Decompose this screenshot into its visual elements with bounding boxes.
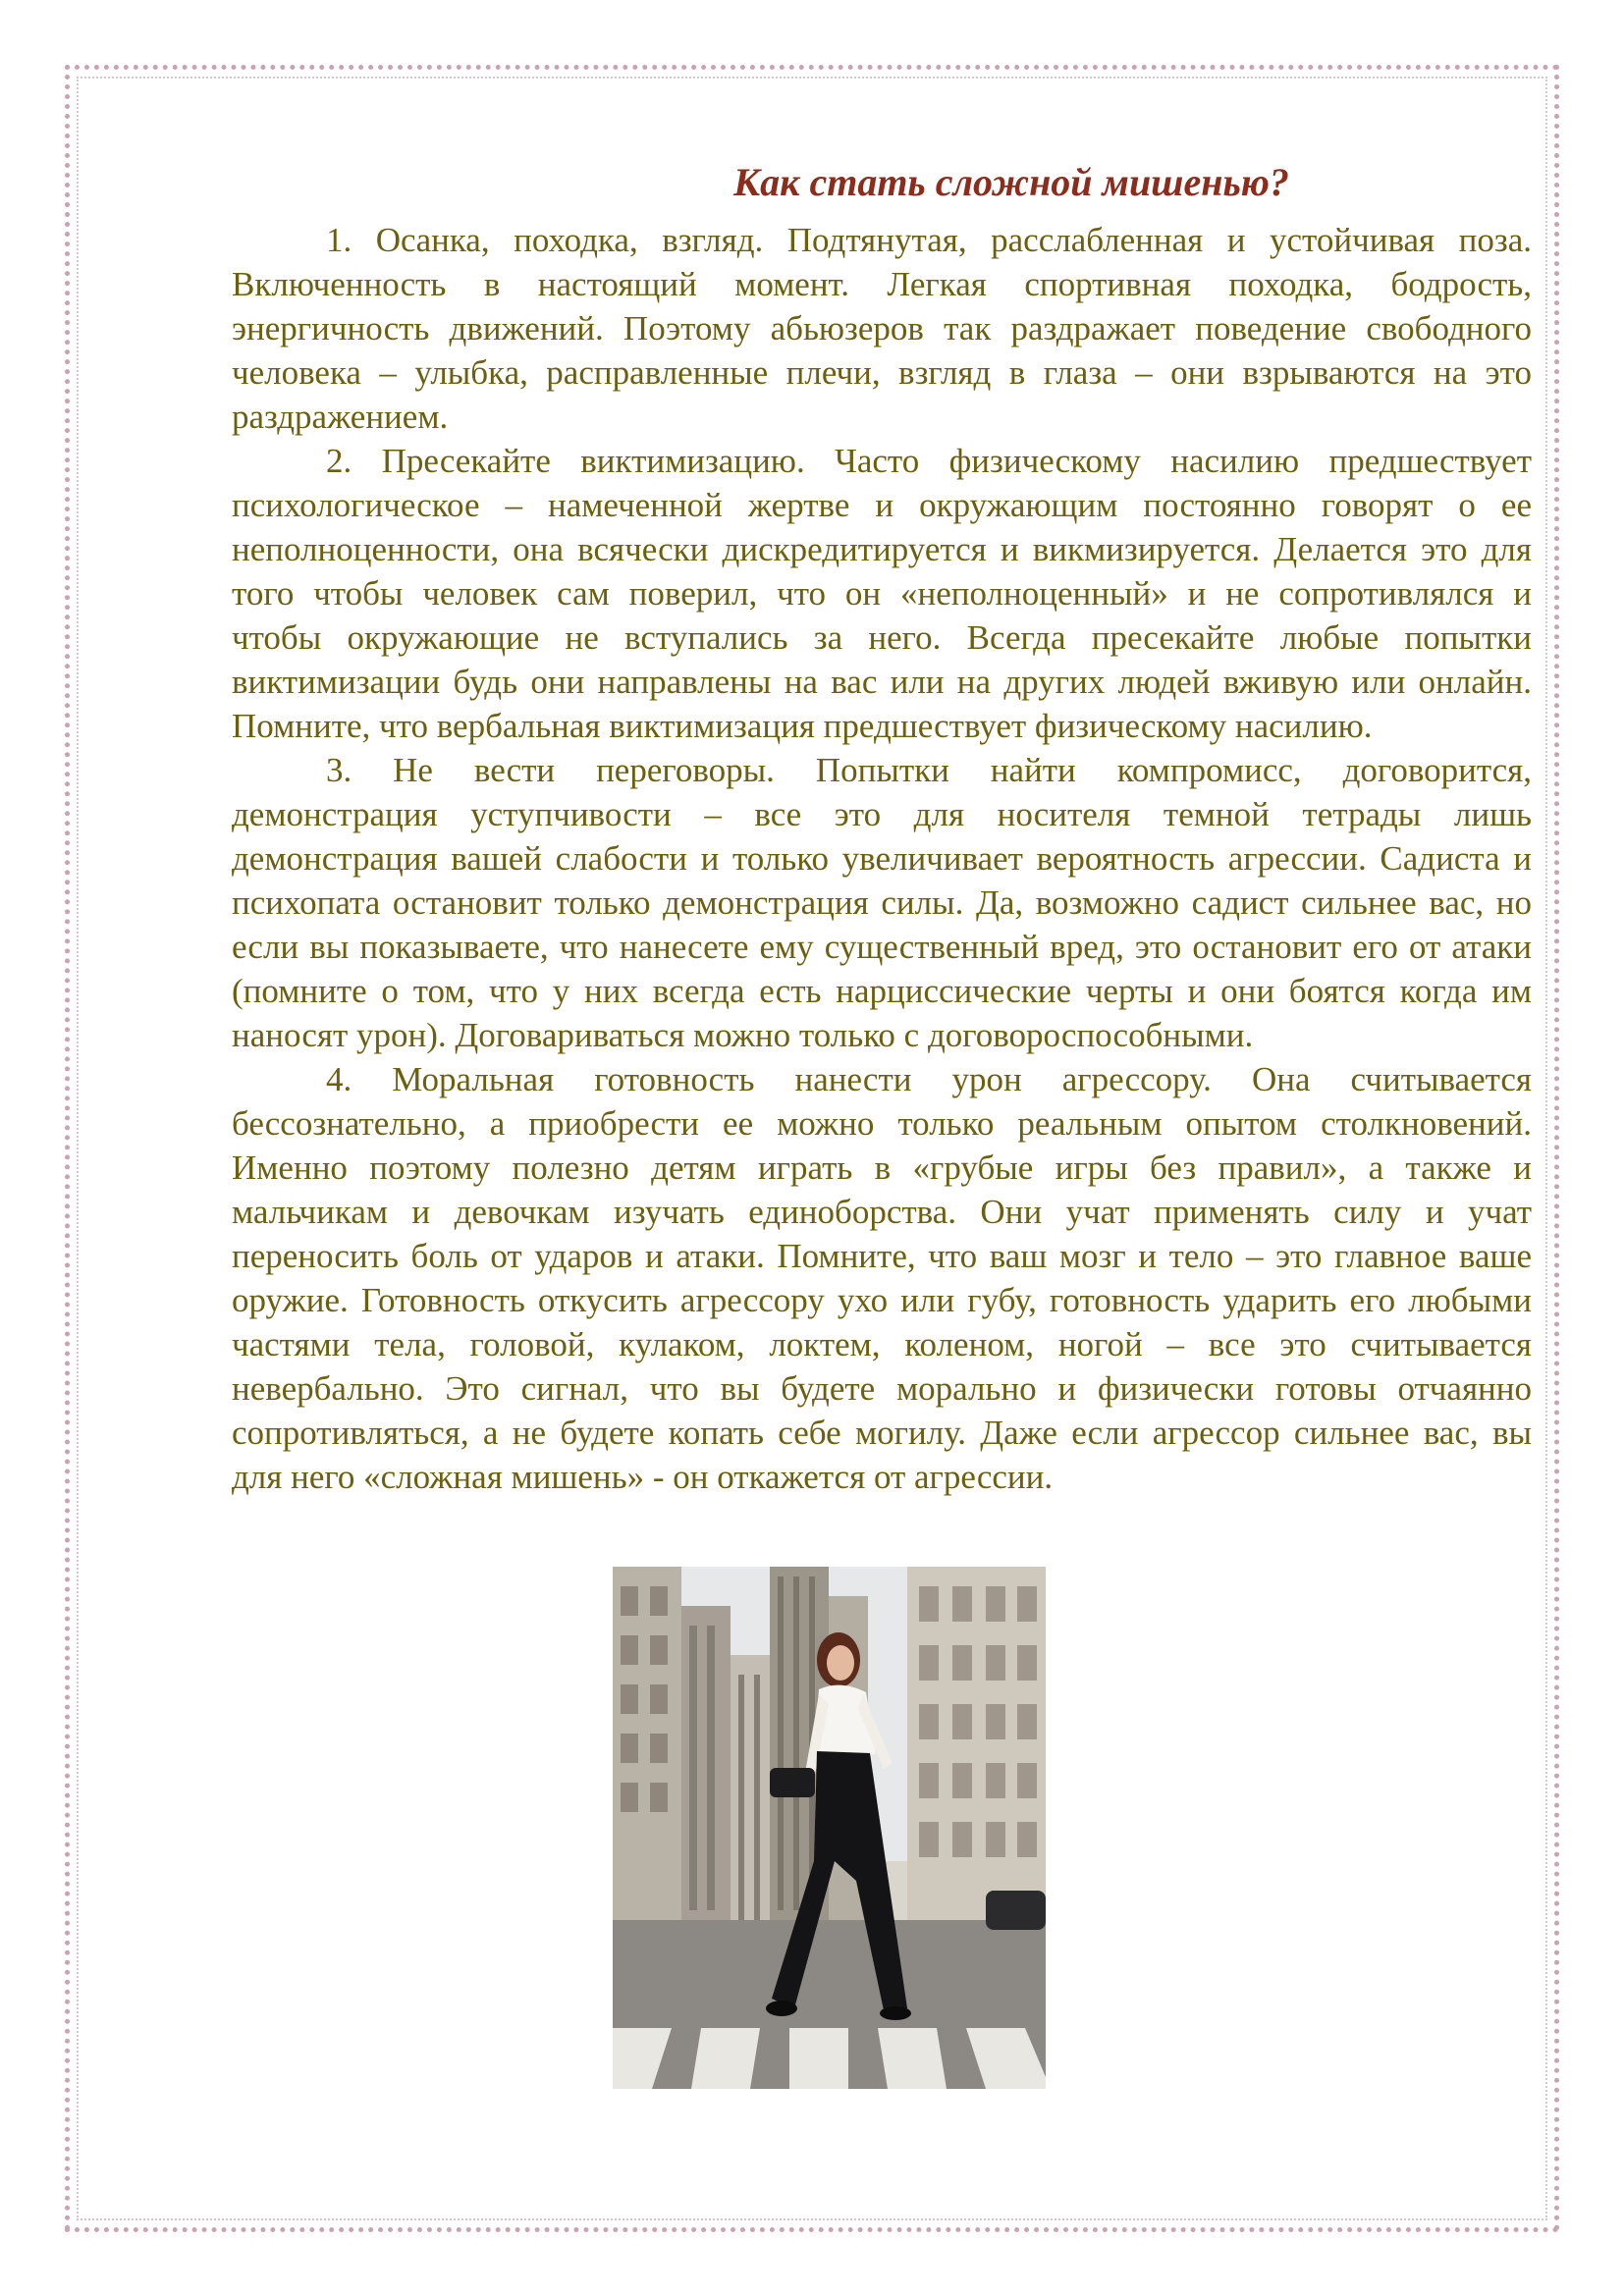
paragraph-line: демонстрация уступчивости – все это для носителя темной тетрады лишь — [232, 795, 1532, 833]
street-photo — [613, 1567, 1046, 2089]
paragraph-line: психологическое – намеченной жертве и окружающим постоянно говорят о ее — [232, 486, 1532, 524]
paragraph-line: частями тела, головой, кулаком, локтем, коленом, ногой – все это считывается — [232, 1325, 1532, 1363]
paragraph-line: (помните о том, что у них всегда есть нарциссические черты и они боятся когда им — [232, 972, 1532, 1010]
document-body — [137, 157, 1532, 1499]
paragraph-line: наносят урон). Договариваться можно только с договороспособными. — [232, 1016, 1254, 1054]
paragraph-line: для него «сложная мишень» - он откажется от агрессии. — [232, 1458, 1054, 1496]
paragraph-line: психопата остановит только демонстрация силы. Да, возможно садист сильнее вас, но — [232, 883, 1532, 922]
paragraph-line: оружие. Готовность откусить агрессору ухо или губу, готовность ударить его любыми — [232, 1281, 1532, 1319]
paragraph-line: Именно поэтому полезно детям играть в «грубые игры без правил», а также и — [232, 1148, 1532, 1187]
paragraph-4 — [137, 1057, 1532, 1499]
paragraph-line: бессознательно, а приобрести ее можно только реальным опытом столкновений. — [232, 1104, 1532, 1143]
paragraph-line: 2. Пресекайте виктимизацию. Часто физическому насилию предшествует — [326, 442, 1532, 480]
paragraph-3 — [137, 748, 1532, 1057]
paragraph-line: Помните, что вербальная виктимизация предшествует физическому насилию. — [232, 707, 1373, 745]
paragraph-2 — [137, 439, 1532, 748]
paragraph-line: демонстрация вашей слабости и только увеличивает вероятность агрессии. Садиста и — [232, 839, 1532, 878]
paragraph-line: виктимизации будь они направлены на вас или на других людей вживую или онлайн. — [232, 663, 1532, 701]
paragraph-line: того чтобы человек сам поверил, что он «неполноценный» и не сопротивлялся и — [232, 574, 1532, 613]
paragraph-line: энергичность движений. Поэтому абьюзеров так раздражает поведение свободного — [232, 309, 1532, 347]
paragraph-line: 1. Оcанка, походка, взгляд. Подтянутая, расслабленная и устойчивая поза. — [326, 221, 1532, 259]
paragraph-line: невербально. Это сигнал, что вы будете морально и физически готовы отчаянно — [232, 1369, 1532, 1408]
paragraph-line: чтобы окружающие не вступались за него. Всегда пресекайте любые попытки — [232, 618, 1532, 657]
paragraph-line: раздражением. — [232, 398, 449, 436]
paragraph-line: сопротивляться, а не будете копать себе могилу. Даже если агрессор сильнее вас, вы — [232, 1414, 1532, 1452]
paragraph-line: мальчикам и девочкам изучать единоборства. Они учат применять силу и учат — [232, 1193, 1532, 1231]
paragraph-1 — [137, 218, 1532, 439]
paragraph-line: если вы показываете, что нанесете ему существенный вред, это остановит его от атаки — [232, 928, 1532, 966]
paragraph-line: переносить боль от ударов и атаки. Помните, что ваш мозг и тело – это главное ваше — [232, 1237, 1532, 1275]
paragraph-line: 3. Не вести переговоры. Попытки найти компромисс, договорится, — [326, 751, 1532, 789]
paragraph-line: 4. Моральная готовность нанести урон агрессору. Она считывается — [326, 1060, 1532, 1098]
paragraph-line: Включенность в настоящий момент. Легкая спортивная походка, бодрость, — [232, 265, 1532, 303]
paragraph-line: человека – улыбка, расправленные плечи, взгляд в глаза – они взрываются на это — [232, 353, 1532, 392]
paragraph-line: неполноценности, она всячески дискредитируется и викмизируется. Делается это для — [232, 530, 1532, 568]
document-title: Как стать сложной мишенью? — [733, 160, 1289, 204]
